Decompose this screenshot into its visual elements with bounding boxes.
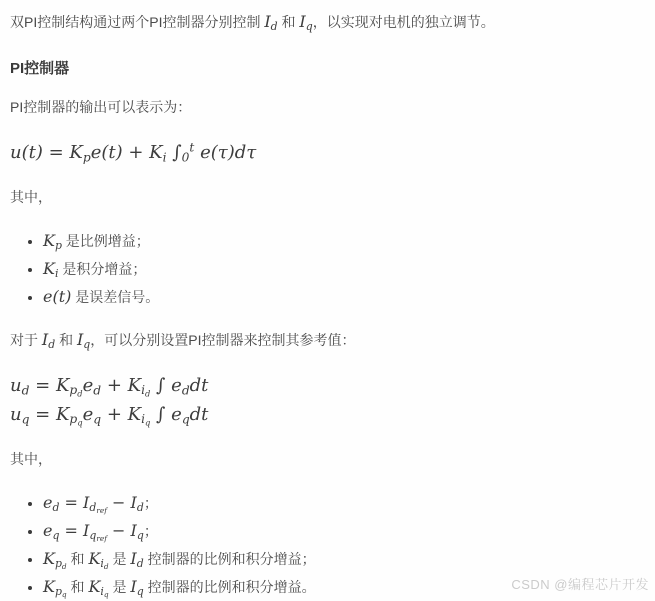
article-content <box>10 14 643 601</box>
pi-output-intro-paragraph <box>10 99 643 116</box>
math-inline: $K_{i_q}$ <box>88 577 109 600</box>
text-run: 和 <box>66 551 89 567</box>
formula-line: $u_q = K_{p_q}e_q + K_{i_q}$ ∫ $e_qdt$ <box>10 404 209 428</box>
text-run: 是比例增益； <box>61 233 150 249</box>
list-item <box>43 255 643 283</box>
where-paragraph-1 <box>10 189 643 206</box>
math-inline: $K_i$ <box>43 259 59 281</box>
math-inline: e(t) <box>43 287 72 306</box>
list-item <box>43 489 643 517</box>
intro-paragraph <box>10 12 643 34</box>
dq-control-formulas <box>10 371 643 429</box>
math-inline: $I_q$ <box>76 330 91 352</box>
text-run: ； <box>143 495 158 511</box>
list-item <box>43 283 643 311</box>
pi-controller-heading <box>10 60 643 78</box>
text-run: 和 <box>55 332 77 348</box>
math-inline: $K_{i_d}$ <box>88 549 109 572</box>
math-inline: $I_d$ <box>264 12 278 34</box>
math-inline: $e_d = I_{d_{ref}} - I_d$ <box>43 493 144 516</box>
text-run: 其中， <box>10 189 52 205</box>
list-item <box>43 545 643 573</box>
text-run: ，以实现对电机的独立调节。 <box>312 14 495 30</box>
math-inline: $I_q$ <box>130 577 144 599</box>
csdn-watermark: CSDN @编程芯片开发 <box>511 577 649 592</box>
math-inline: $I_d$ <box>130 549 144 571</box>
formula-line: $u(t) = K_pe(t) + K_i$ $\int_0^t$ e(τ)dτ <box>10 140 257 165</box>
dq-setup-paragraph <box>10 330 643 352</box>
text-run: 其中， <box>10 451 52 467</box>
list-item <box>43 227 643 255</box>
math-inline: $I_d$ <box>41 330 56 352</box>
text-run: 和 <box>277 14 300 30</box>
text-run: 是误差信号。 <box>71 289 160 305</box>
text-run: 是 <box>108 551 131 567</box>
math-inline: $I_q$ <box>299 12 313 34</box>
text-run: 控制器的比例和积分增益； <box>143 551 316 567</box>
text-run: 是 <box>108 579 131 595</box>
math-inline: $K_p$ <box>43 231 62 253</box>
formula-line: $u_d = K_{p_d}e_d + K_{i_d}$ ∫ $e_ddt$ <box>10 375 209 399</box>
where-paragraph-2 <box>10 451 643 468</box>
text-run: 双PI控制结构通过两个PI控制器分别控制 <box>10 14 265 30</box>
math-inline: $e_q = I_{q_{ref}} - I_q$ <box>43 521 144 544</box>
text-run: 控制器的比例和积分增益。 <box>143 579 316 595</box>
text-run: 和 <box>66 579 89 595</box>
text-run: ； <box>143 523 158 539</box>
list-item <box>43 517 643 545</box>
math-inline: $K_{p_q}$ <box>43 577 67 600</box>
math-inline: $K_{p_d}$ <box>43 549 67 572</box>
pi-terms-list <box>10 227 643 311</box>
text-run: PI控制器 <box>10 60 70 77</box>
text-run: 对于 <box>10 332 42 348</box>
text-run: PI控制器的输出可以表示为： <box>10 99 192 115</box>
text-run: ，可以分别设置PI控制器来控制其参考值： <box>90 332 356 348</box>
pi-output-formula <box>10 138 643 167</box>
text-run: 是积分增益； <box>58 261 147 277</box>
